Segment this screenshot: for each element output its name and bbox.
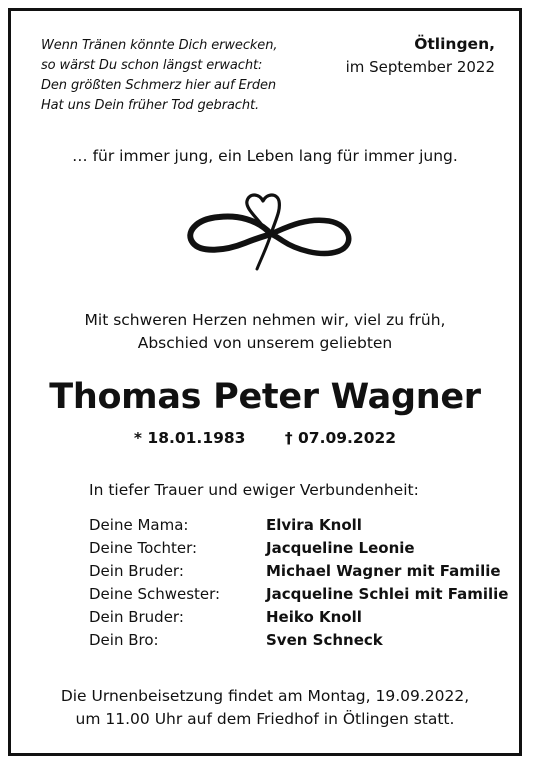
mourner-name: Elvira Knoll [266,516,362,534]
mourner-relation: Dein Bruder: [89,562,184,580]
intro-line: Mit schweren Herzen nehmen wir, viel zu früh, [84,311,446,329]
birth-date: * 18.01.1983 [133,429,246,447]
grief-line: In tiefer Trauer und ewiger Verbundenheit: [89,481,419,499]
poem-line: Wenn Tränen könnte Dich erwecken, [41,38,278,53]
place-and-date [346,33,495,79]
poem-line: so wärst Du schon längst erwacht: [41,58,263,73]
mourner-row [89,514,508,537]
mourners-list [89,514,508,652]
mourner-row [89,583,508,606]
mourner-relation: Deine Mama: [89,516,189,534]
mourner-relation: Deine Schwester: [89,585,221,603]
funeral-notice [11,685,519,731]
mourner-relation: Deine Tochter: [89,539,198,557]
obituary-card [8,8,522,756]
motto: … für immer jung, ein Leben lang für immer jung. [72,147,458,165]
mourner-name: Jacqueline Schlei mit Familie [266,585,509,603]
mourner-row [89,560,508,583]
mourner-name: Michael Wagner mit Familie [266,562,501,580]
mourner-name: Jacqueline Leonie [266,539,415,557]
mourner-relation: Dein Bro: [89,631,159,649]
funeral-line: Die Urnenbeisetzung findet am Montag, 19.09.2022, [60,687,470,705]
publication-date: im September 2022 [345,58,495,76]
poem-line: Den größten Schmerz hier auf Erden [41,78,277,93]
intro-line: Abschied von unserem geliebten [137,334,393,352]
funeral-line: um 11.00 Uhr auf dem Friedhof in Ötlingen statt. [75,710,455,728]
town-name: Ötlingen, [414,35,495,53]
poem-line: Hat uns Dein früher Tod gebracht. [41,98,260,113]
mourner-row [89,629,508,652]
infinity-heart-icon [179,189,359,273]
death-date: † 07.09.2022 [284,429,397,447]
life-dates [11,429,519,447]
mourner-name: Heiko Knoll [266,608,362,626]
mourner-row [89,606,508,629]
mourner-relation: Dein Bruder: [89,608,184,626]
mourner-row [89,537,508,560]
intro-text [11,309,519,355]
deceased-name: Thomas Peter Wagner [49,377,481,417]
mourner-name: Sven Schneck [266,631,383,649]
poem [41,36,277,116]
